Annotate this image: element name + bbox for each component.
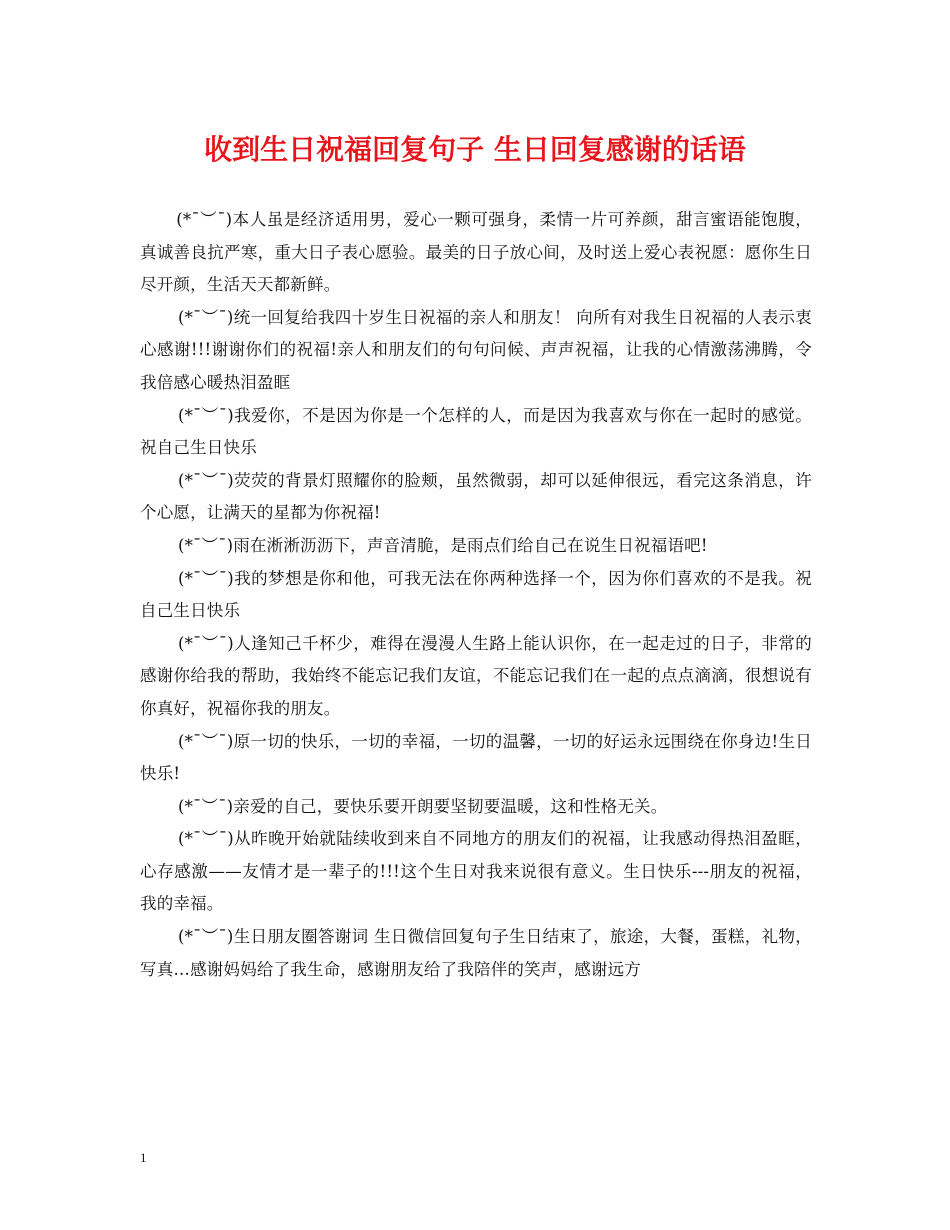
document-body <box>140 204 812 986</box>
paragraph: (*¯︶¯)我爱你，不是因为你是一个怎样的人，而是因为我喜欢与你在一起时的感觉。祝自己生日快乐 <box>140 405 812 458</box>
paragraph: (*¯︶¯)人逢知己千杯少，难得在漫漫人生路上能认识你，在一起走过的日子，非常的感谢你给我的帮助，我始终不能忘记我们友谊，不能忘记我们在一起的点点滴滴，很想说有你真好，祝福你我的朋友。 <box>140 633 812 718</box>
paragraph: (*¯︶¯)统一回复给我四十岁生日祝福的亲人和朋友！ 向所有对我生日祝福的人表示衷心感谢!!!谢谢你们的祝福!亲人和朋友们的句句问候、声声祝福，让我的心情激荡沸腾，令我倍感心暖热泪盈眶 <box>140 307 812 392</box>
document-title: 收到生日祝福回复句子 生日回复感谢的话语 <box>204 133 746 166</box>
paragraph: (*¯︶¯)生日朋友圈答谢词 生日微信回复句子生日结束了，旅途，大餐，蛋糕，礼物，写真…感谢妈妈给了我生命，感谢朋友给了我陪伴的笑声，感谢远方 <box>140 927 812 979</box>
paragraph: (*¯︶¯)荧荧的背景灯照耀你的脸颊，虽然微弱，却可以延伸很远，看完这条消息，许个心愿，让满天的星都为你祝福! <box>140 470 812 523</box>
page-number: 1 <box>140 1150 147 1165</box>
paragraph: (*¯︶¯)雨在淅淅沥沥下，声音清脆，是雨点们给自己在说生日祝福语吧! <box>177 535 708 555</box>
paragraph: (*¯︶¯)亲爱的自己，要快乐要开朗要坚韧要温暖，这和性格无关。 <box>177 796 668 816</box>
paragraph: (*¯︶¯)本人虽是经济适用男，爱心一颗可强身，柔情一片可养颜，甜言蜜语能饱腹，真诚善良抗严寒，重大日子表心愿验。最美的日子放心间，及时送上爱心表祝愿：愿你生日尽开颜，生活天天都新鲜。 <box>140 210 812 295</box>
paragraph: (*¯︶¯)从昨晚开始就陆续收到来自不同地方的朋友们的祝福，让我感动得热泪盈眶，心存感激——友情才是一辈子的!!!这个生日对我来说很有意义。生日快乐---朋友的祝福，我的幸福。 <box>140 829 812 914</box>
paragraph: (*¯︶¯)原一切的快乐，一切的幸福，一切的温馨，一切的好运永远围绕在你身边!生日快乐! <box>140 731 812 784</box>
paragraph: (*¯︶¯)我的梦想是你和他，可我无法在你两种选择一个，因为你们喜欢的不是我。祝自己生日快乐 <box>140 568 812 621</box>
